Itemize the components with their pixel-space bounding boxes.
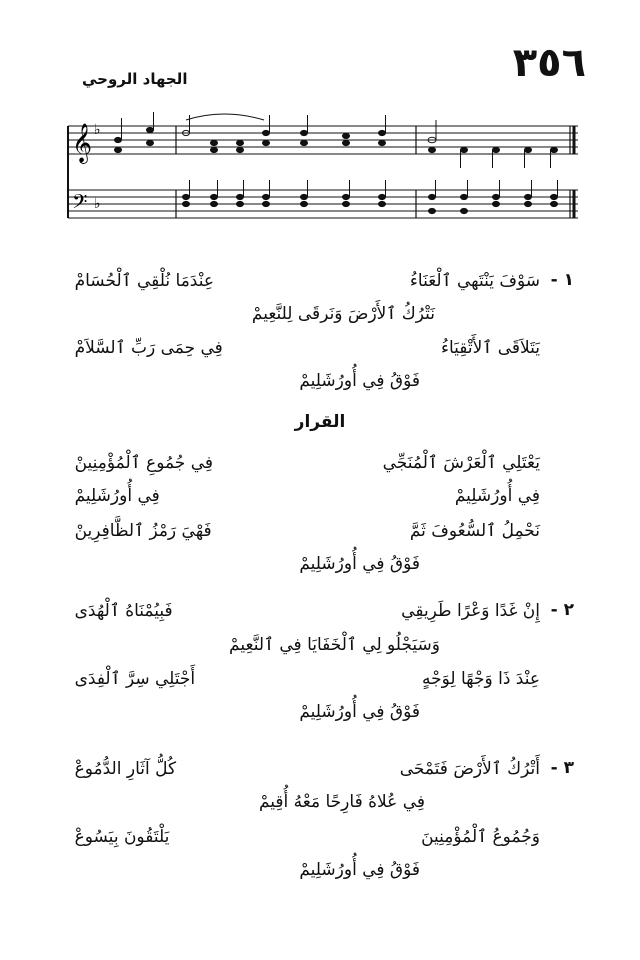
verse-line-part: فَوْقُ فِي أُورُشَلِيمْ xyxy=(299,371,420,391)
verse-number: ١ - xyxy=(550,270,574,290)
refrain-line-part: فَهْيَ رَمْزُ ٱلظَّافِرِينْ xyxy=(74,521,212,541)
verse-line-part: وَجُمُوعُ ٱلْمُؤْمِنِينَ xyxy=(421,827,540,847)
verse-line xyxy=(299,860,420,880)
refrain-line-part: نَحْمِلُ ٱلسُّعُوفَ ثَمَّ xyxy=(409,521,540,541)
refrain-line-part: فِي جُمُوعِ ٱلْمُؤْمِنِينْ xyxy=(74,453,214,473)
verse-line-part: يَتَلاَقَى ٱلأَتْقِيَاءُ xyxy=(441,338,540,358)
verse-line-part: فَوْقُ فِي أُورُشَلِيمْ xyxy=(299,702,420,722)
verse-line xyxy=(252,303,435,324)
verse-line xyxy=(70,337,540,358)
refrain-line xyxy=(299,554,420,574)
page-number: ٣٥٦ xyxy=(512,40,586,86)
verse-line-part: فِي حِمَى رَبِّ ٱلسَّلاَمْ xyxy=(74,338,223,358)
verse-line xyxy=(299,702,420,722)
verse-number: ٢ - xyxy=(550,600,574,620)
verse-line xyxy=(229,634,440,655)
key-signature-flat-icon: ♭ xyxy=(94,196,101,212)
verse-number: ٣ - xyxy=(550,758,574,778)
verse-line-part: فَبِيُمْنَاهُ ٱلْهُدَى xyxy=(74,601,173,621)
book-title: الجهاد الروحي xyxy=(82,70,188,88)
bass-clef-icon: 𝄢 xyxy=(72,190,88,218)
music-score xyxy=(64,110,584,230)
key-signature-flat-icon: ♭ xyxy=(94,122,101,138)
verse-line-part: فَوْقُ فِي أُورُشَلِيمْ xyxy=(299,860,420,880)
refrain-line-part: فِي أُورُشَلِيمْ xyxy=(454,486,540,506)
verse-line-part: فِي عُلاهُ فَارِحًا مَعْهُ أُقِيمْ xyxy=(258,792,425,812)
treble-clef-icon: 𝄞 xyxy=(72,123,93,163)
verse-line xyxy=(70,600,540,621)
refrain-line-part: فِي أُورُشَلِيمْ xyxy=(74,486,160,506)
verse-line xyxy=(299,371,420,391)
refrain-line xyxy=(70,486,540,506)
verse-line-part: كُلُّ آثَارِ الدُّمُوعْ xyxy=(74,759,177,779)
treble-staff xyxy=(68,126,578,154)
verse-line xyxy=(259,792,425,812)
verse-line-part: سَوْفَ يَنْتَهي ٱلْعَنَاءُ xyxy=(409,271,540,291)
verse-line-part: أَتْرُكُ ٱلأَرْضَ فَتَمْحَى xyxy=(399,759,540,779)
verse-line-part: وَسَيَجْلُو لِي ٱلْخَفَايَا فِي ٱلنَّعِيمْ xyxy=(229,635,440,655)
refrain-line xyxy=(70,520,540,541)
verse-line xyxy=(70,758,540,779)
verse-line-part: عِنْدَمَا نُلْقِي ٱلْحُسَامْ xyxy=(74,271,214,291)
verse-line-part: يَلْتَقُونَ بِيَسُوعْ xyxy=(74,827,170,847)
verse-line-part: نَتْرُكُ ٱلأَرْضَ وَنَرقَى لِلنَّعِيمْ xyxy=(251,304,435,324)
verse-line xyxy=(70,668,540,689)
refrain-line-part: فَوْقُ فِي أُورُشَلِيمْ xyxy=(299,554,420,574)
refrain-line xyxy=(70,452,540,473)
verse-line-part: إِنْ غَدًا وَعْرًا طَرِيقِي xyxy=(401,601,540,621)
verse-line xyxy=(70,826,540,847)
verse-line-part: عِنْدَ ذَا وَجْهًا لِوَجْهٍ xyxy=(421,669,540,689)
refrain-title: القرار xyxy=(294,412,346,432)
refrain-line-part: يَعْتَلِي ٱلْعَرْشَ ٱلْمُنَجِّي xyxy=(382,453,540,473)
verse-line xyxy=(70,270,540,291)
verse-line-part: أَجْتَلِي سِرَّ ٱلْفِدَى xyxy=(74,669,196,689)
bass-staff xyxy=(68,190,578,218)
